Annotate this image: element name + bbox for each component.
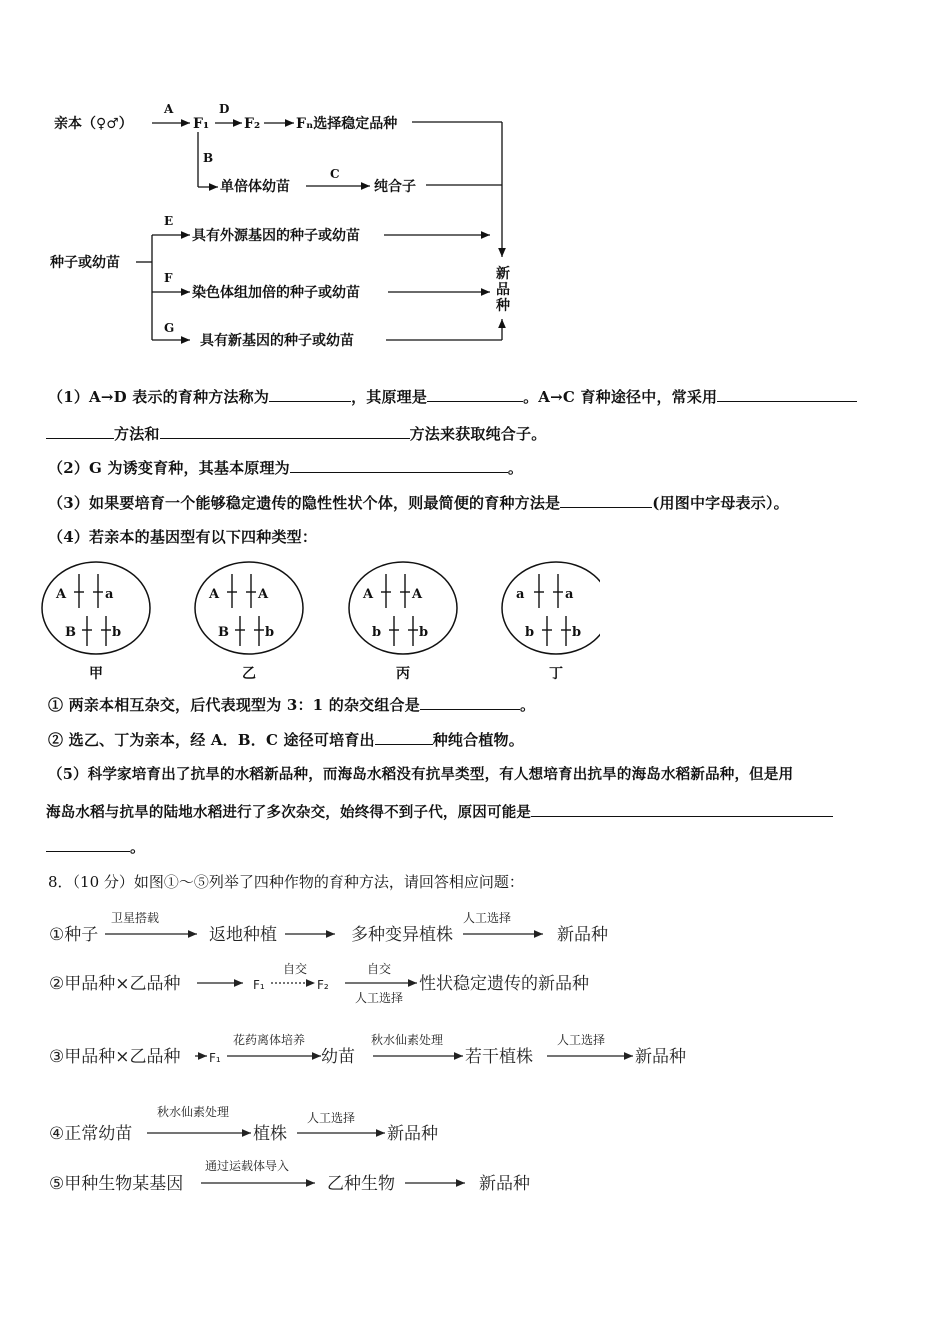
- row3-end: 新品种: [635, 1047, 686, 1067]
- row2-arrow3-bottom: 人工选择: [355, 991, 404, 1005]
- blank-4-1[interactable]: [420, 695, 520, 710]
- cell-outline: [195, 562, 303, 654]
- row1-end: 新品种: [557, 925, 608, 945]
- row3-arrow3: 人工选择: [557, 1033, 606, 1047]
- question-2: （2）G 为诱变育种，其基本原理为 。: [48, 459, 524, 477]
- question-5-line-2: 海岛水稻与抗旱的陆地水稻进行了多次杂交，始终得不到子代，原因可能是: [46, 801, 833, 822]
- homozygote-label: 纯合子: [374, 179, 416, 195]
- exo-label: 具有外源基因的种子或幼苗: [192, 228, 360, 244]
- row2-end: 性状稳定遗传的新品种: [419, 974, 589, 994]
- label-g: G: [164, 321, 175, 335]
- row2-start: ②甲品种×乙品种: [49, 974, 181, 994]
- allele-bottom-left: b: [525, 625, 535, 640]
- label-f: F: [164, 271, 173, 285]
- row3-mid2: 若干植株: [465, 1047, 533, 1067]
- f1-label: F₁: [193, 116, 210, 132]
- cell-outline: [349, 562, 457, 654]
- allele-top-right: a: [105, 587, 114, 602]
- allele-bottom-right: b: [419, 625, 429, 640]
- cell-name: 甲: [89, 666, 103, 682]
- question-5-line-1: （5）科学家培育出了抗旱的水稻新品种，而海岛水稻没有抗旱类型，有人想培育出抗旱的海岛水稻新品种，但是用: [48, 766, 794, 783]
- row1-arrow3: 人工选择: [463, 911, 512, 925]
- row4-end: 新品种: [387, 1124, 438, 1144]
- allele-top-left: A: [363, 587, 374, 602]
- label-e: E: [164, 214, 174, 228]
- blank-3[interactable]: [560, 493, 652, 508]
- question-5-line-3: 。: [46, 836, 145, 857]
- parent-label: 亲本（♀♂）: [54, 116, 133, 132]
- row2-f2: F₂: [317, 978, 329, 992]
- cell-3: [349, 562, 457, 682]
- cell-name: 丙: [396, 666, 410, 682]
- new-variety-2: 品: [496, 282, 510, 298]
- blank-1e[interactable]: [160, 424, 410, 439]
- newgene-label: 具有新基因的种子或幼苗: [200, 333, 354, 349]
- blank-4-2[interactable]: [375, 730, 433, 745]
- label-d: D: [219, 102, 230, 116]
- haploid-label: 单倍体幼苗: [220, 179, 290, 195]
- question-1-line-1: （1）A→D 表示的育种方法称为 ，其原理是 。A→C 育种途径中，常采用: [48, 386, 857, 407]
- question-3: （3）如果要培育一个能够稳定遗传的隐性性状个体，则最简便的育种方法是 (用图中字母表示）。: [48, 494, 789, 512]
- row2-f1: F₁: [253, 978, 265, 992]
- blank-1a[interactable]: [269, 387, 351, 402]
- label-c: C: [330, 167, 340, 181]
- allele-bottom-right: b: [112, 625, 122, 640]
- row1-mid2: 多种变异植株: [351, 925, 453, 945]
- row3-mid1: 幼苗: [321, 1047, 355, 1067]
- row4-arrow2: 人工选择: [307, 1111, 356, 1125]
- new-variety-3: 种: [496, 298, 510, 314]
- row4-start: ④正常幼苗: [49, 1124, 133, 1144]
- cell-2: [195, 562, 303, 682]
- question-4-2: ② 选乙、丁为亲本，经 A．B．C 途径可培育出 种纯合植物。: [48, 731, 524, 749]
- cell-name: 乙: [242, 666, 256, 682]
- label-b: B: [203, 151, 214, 165]
- row1-start: ①种子: [49, 925, 99, 945]
- blank-1d[interactable]: [46, 424, 114, 439]
- row5-end: 新品种: [479, 1174, 530, 1194]
- label-a: A: [164, 102, 174, 116]
- allele-top-left: A: [56, 587, 67, 602]
- seed-label: 种子或幼苗: [50, 255, 120, 271]
- allele-top-right: A: [412, 587, 423, 602]
- question-1-line-2: 方法和 方法来获取纯合子。: [46, 423, 546, 444]
- cell-4: [502, 562, 600, 682]
- cell-outline: [42, 562, 150, 654]
- row3-arrow1: 花药离体培养: [233, 1033, 306, 1047]
- row3-start: ③甲品种×乙品种: [49, 1047, 181, 1067]
- allele-bottom-left: B: [218, 625, 229, 640]
- q8-breeding-methods: [45, 900, 725, 1200]
- cell-name: 丁: [549, 666, 563, 682]
- allele-bottom-left: B: [65, 625, 76, 640]
- allele-top-right: a: [565, 587, 574, 602]
- row3-f1: F₁: [209, 1051, 221, 1065]
- breeding-flow-diagram: [40, 95, 520, 360]
- row4-mid1: 植株: [253, 1124, 287, 1144]
- blank-1b[interactable]: [427, 387, 523, 402]
- cell-outline: [502, 562, 600, 654]
- row1-arrow1: 卫星搭载: [111, 911, 160, 925]
- fn-label: Fₙ选择稳定品种: [296, 116, 398, 132]
- f2-label: F₂: [244, 116, 261, 132]
- row5-mid1: 乙种生物: [327, 1174, 395, 1194]
- allele-top-left: A: [209, 587, 220, 602]
- allele-bottom-left: b: [372, 625, 382, 640]
- question-4-1: ① 两亲本相互杂交，后代表现型为 3：1 的杂交组合是 。: [48, 696, 536, 714]
- row3-arrow2: 秋水仙素处理: [371, 1033, 444, 1047]
- question-4: （4）若亲本的基因型有以下四种类型：: [48, 528, 318, 546]
- row5-start: ⑤甲种生物某基因: [49, 1174, 184, 1194]
- allele-bottom-right: b: [572, 625, 582, 640]
- row2-arrow2: 自交: [283, 962, 308, 976]
- row2-arrow3-top: 自交: [367, 962, 392, 976]
- blank-2[interactable]: [290, 458, 508, 473]
- question-8-title: 8．（10 分）如图①～⑤列举了四种作物的育种方法，请回答相应问题：: [48, 873, 524, 891]
- allele-top-left: a: [516, 587, 525, 602]
- blank-5b[interactable]: [46, 837, 130, 852]
- blank-5a[interactable]: [531, 802, 833, 817]
- row5-arrow1: 通过运载体导入: [205, 1159, 290, 1173]
- blank-1c[interactable]: [717, 387, 857, 402]
- doubled-label: 染色体组加倍的种子或幼苗: [192, 285, 360, 301]
- allele-top-right: A: [258, 587, 269, 602]
- row1-mid1: 返地种植: [209, 925, 277, 945]
- allele-bottom-right: b: [265, 625, 275, 640]
- new-variety-1: 新: [496, 266, 510, 282]
- genotype-cells: [40, 560, 600, 685]
- row4-arrow1: 秋水仙素处理: [157, 1105, 230, 1119]
- cell-1: [42, 562, 150, 682]
